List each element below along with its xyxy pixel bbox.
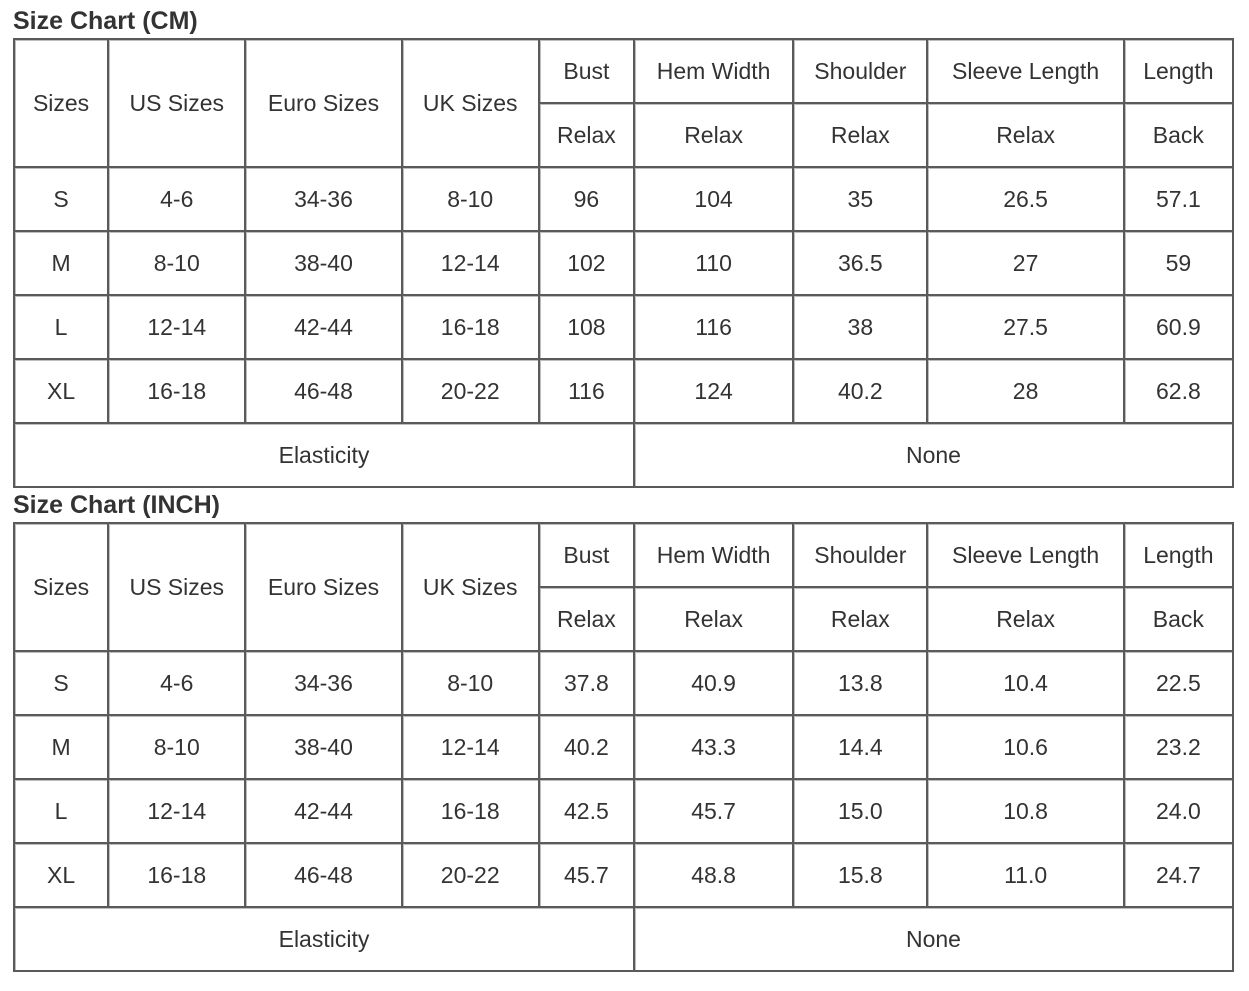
table-cell: 42-44 <box>246 780 402 844</box>
subheader-hem-width: Relax <box>635 588 794 652</box>
table-cell: 34-36 <box>246 652 402 716</box>
subheader-length: Back <box>1125 588 1234 652</box>
table-cell: XL <box>15 360 109 424</box>
table-cell: 4-6 <box>109 168 246 232</box>
subheader-hem-width: Relax <box>635 104 794 168</box>
table-cell: 15.8 <box>794 844 928 908</box>
table-cell: 59 <box>1125 232 1234 296</box>
table-cell: 10.6 <box>928 716 1124 780</box>
table-cell: 16-18 <box>403 780 540 844</box>
table-cell: 45.7 <box>635 780 794 844</box>
table-cell: 48.8 <box>635 844 794 908</box>
table-cell: M <box>15 232 109 296</box>
table-cell: 27 <box>928 232 1124 296</box>
table-cell: 20-22 <box>403 844 540 908</box>
table-cell: 34-36 <box>246 168 402 232</box>
table-row <box>15 716 1234 780</box>
table-cell: 14.4 <box>794 716 928 780</box>
header-shoulder: Shoulder <box>794 524 928 588</box>
header-length: Length <box>1125 524 1234 588</box>
header-length: Length <box>1125 40 1234 104</box>
table-cell: 37.8 <box>540 652 635 716</box>
table-cell: 8-10 <box>403 168 540 232</box>
header-hem-width: Hem Width <box>635 524 794 588</box>
elasticity-label: Elasticity <box>15 908 635 972</box>
table-row <box>15 844 1234 908</box>
table-cell: 22.5 <box>1125 652 1234 716</box>
table-cell: 96 <box>540 168 635 232</box>
size-chart-cm-table <box>13 38 1234 488</box>
table-cell: 102 <box>540 232 635 296</box>
table-header-row <box>15 524 1234 588</box>
header-sizes: Sizes <box>15 40 109 168</box>
table-cell: 13.8 <box>794 652 928 716</box>
header-bust: Bust <box>540 524 635 588</box>
subheader-sleeve-length: Relax <box>928 104 1124 168</box>
table-cell: 116 <box>540 360 635 424</box>
table-cell: 12-14 <box>109 296 246 360</box>
table-cell: 8-10 <box>109 232 246 296</box>
size-chart-cm-title: Size Chart (CM) <box>13 7 198 35</box>
table-cell: 60.9 <box>1125 296 1234 360</box>
table-row <box>15 168 1234 232</box>
table-cell: 40.2 <box>794 360 928 424</box>
header-sleeve-length: Sleeve Length <box>928 40 1124 104</box>
table-cell: 8-10 <box>403 652 540 716</box>
header-sleeve-length: Sleeve Length <box>928 524 1124 588</box>
table-cell: 42.5 <box>540 780 635 844</box>
subheader-sleeve-length: Relax <box>928 588 1124 652</box>
table-cell: S <box>15 168 109 232</box>
table-cell: 16-18 <box>109 844 246 908</box>
table-cell: 104 <box>635 168 794 232</box>
table-cell: 15.0 <box>794 780 928 844</box>
table-cell: 23.2 <box>1125 716 1234 780</box>
table-cell: 12-14 <box>109 780 246 844</box>
size-chart-inch-title: Size Chart (INCH) <box>13 491 220 519</box>
size-chart-inch-table <box>13 522 1234 972</box>
table-cell: 110 <box>635 232 794 296</box>
table-cell: L <box>15 296 109 360</box>
table-cell: L <box>15 780 109 844</box>
table-cell: XL <box>15 844 109 908</box>
table-cell: 12-14 <box>403 716 540 780</box>
header-hem-width: Hem Width <box>635 40 794 104</box>
table-cell: 38-40 <box>246 232 402 296</box>
table-cell: 45.7 <box>540 844 635 908</box>
table-cell: 16-18 <box>403 296 540 360</box>
table-cell: 4-6 <box>109 652 246 716</box>
elasticity-label: Elasticity <box>15 424 635 488</box>
subheader-bust: Relax <box>540 588 635 652</box>
elasticity-row <box>15 424 1234 488</box>
header-uk-sizes: UK Sizes <box>403 524 540 652</box>
header-us-sizes: US Sizes <box>109 524 246 652</box>
table-cell: 8-10 <box>109 716 246 780</box>
table-cell: 57.1 <box>1125 168 1234 232</box>
header-uk-sizes: UK Sizes <box>403 40 540 168</box>
elasticity-value: None <box>635 908 1234 972</box>
table-cell: 38-40 <box>246 716 402 780</box>
table-cell: 26.5 <box>928 168 1124 232</box>
table-cell: 16-18 <box>109 360 246 424</box>
subheader-bust: Relax <box>540 104 635 168</box>
header-euro-sizes: Euro Sizes <box>246 40 402 168</box>
table-row <box>15 780 1234 844</box>
table-cell: 28 <box>928 360 1124 424</box>
table-cell: 62.8 <box>1125 360 1234 424</box>
table-cell: M <box>15 716 109 780</box>
table-cell: 108 <box>540 296 635 360</box>
table-cell: 36.5 <box>794 232 928 296</box>
table-cell: 40.2 <box>540 716 635 780</box>
table-cell: 124 <box>635 360 794 424</box>
table-cell: 10.4 <box>928 652 1124 716</box>
table-cell: 35 <box>794 168 928 232</box>
header-sizes: Sizes <box>15 524 109 652</box>
subheader-shoulder: Relax <box>794 104 928 168</box>
table-cell: 24.7 <box>1125 844 1234 908</box>
table-cell: 27.5 <box>928 296 1124 360</box>
table-row <box>15 360 1234 424</box>
table-cell: 10.8 <box>928 780 1124 844</box>
table-cell: 42-44 <box>246 296 402 360</box>
header-shoulder: Shoulder <box>794 40 928 104</box>
table-cell: 24.0 <box>1125 780 1234 844</box>
table-cell: S <box>15 652 109 716</box>
table-cell: 43.3 <box>635 716 794 780</box>
elasticity-row <box>15 908 1234 972</box>
subheader-length: Back <box>1125 104 1234 168</box>
table-row <box>15 232 1234 296</box>
table-cell: 46-48 <box>246 360 402 424</box>
table-cell: 46-48 <box>246 844 402 908</box>
subheader-shoulder: Relax <box>794 588 928 652</box>
table-cell: 40.9 <box>635 652 794 716</box>
table-header-row <box>15 40 1234 104</box>
table-cell: 38 <box>794 296 928 360</box>
header-bust: Bust <box>540 40 635 104</box>
table-row <box>15 652 1234 716</box>
table-row <box>15 296 1234 360</box>
table-cell: 116 <box>635 296 794 360</box>
elasticity-value: None <box>635 424 1234 488</box>
table-cell: 20-22 <box>403 360 540 424</box>
table-cell: 12-14 <box>403 232 540 296</box>
header-us-sizes: US Sizes <box>109 40 246 168</box>
table-cell: 11.0 <box>928 844 1124 908</box>
header-euro-sizes: Euro Sizes <box>246 524 402 652</box>
